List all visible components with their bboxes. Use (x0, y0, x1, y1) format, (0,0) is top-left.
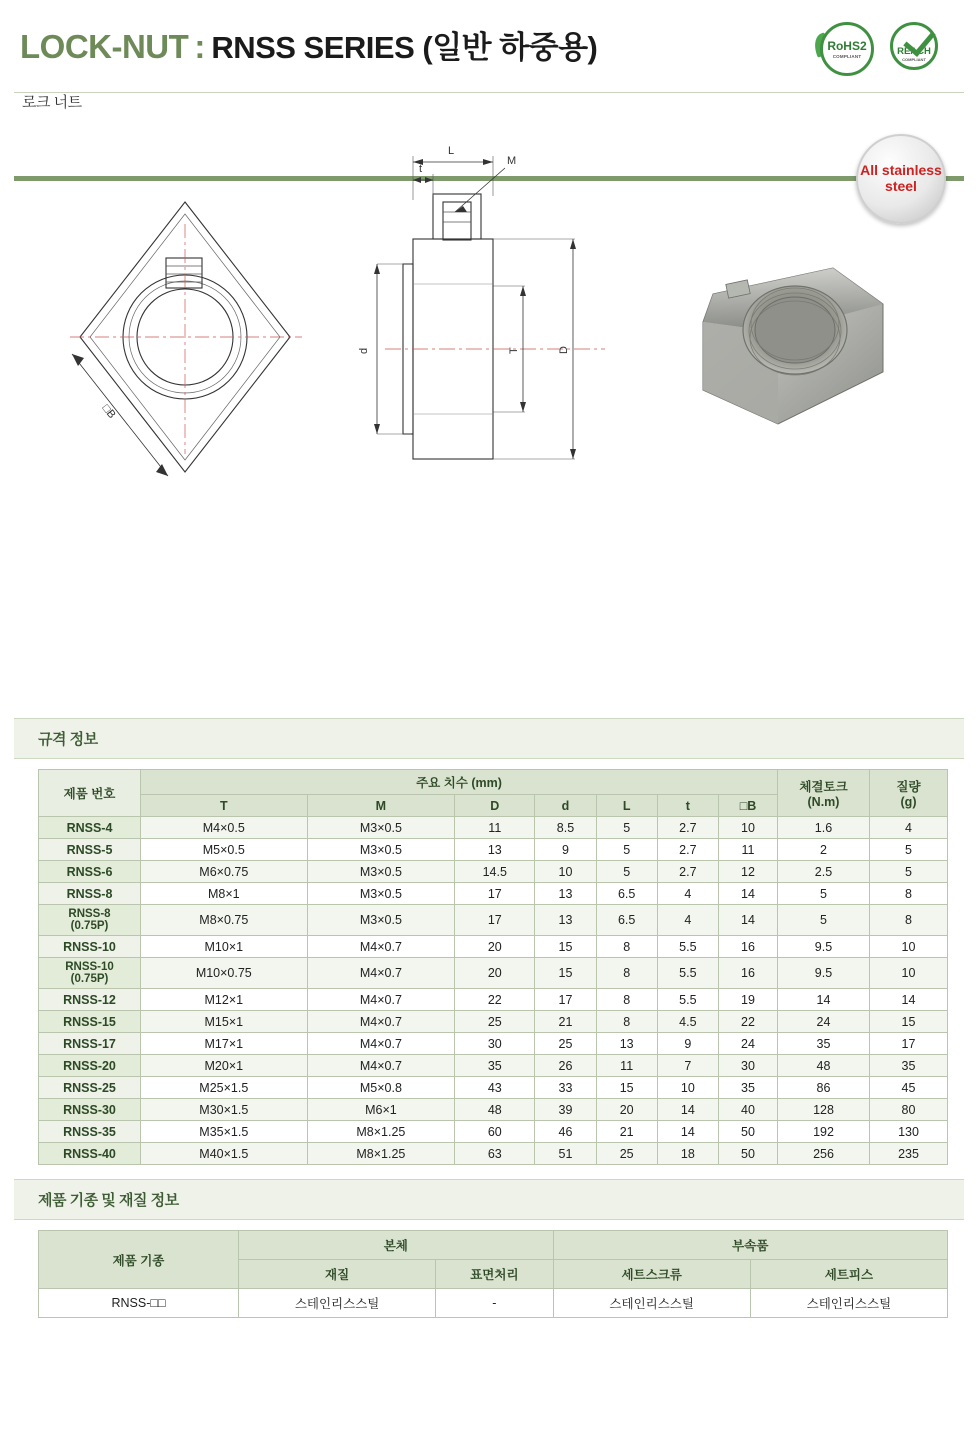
cell-L: 6.5 (596, 883, 657, 905)
cell-L: 15 (596, 1077, 657, 1099)
cell-B: 14 (718, 883, 777, 905)
cell-t: 9 (657, 1033, 718, 1055)
table-row (39, 883, 948, 905)
cell-mass: 8 (870, 883, 948, 905)
cell-M: M4×0.7 (307, 1033, 455, 1055)
material-table (38, 1230, 948, 1318)
cell-t: 5.5 (657, 936, 718, 958)
cell-M: M4×0.7 (307, 936, 455, 958)
cell-B: 19 (718, 989, 777, 1011)
cell-M: M3×0.5 (307, 839, 455, 861)
cell-D: 20 (455, 936, 535, 958)
header-col-d: d (535, 795, 596, 817)
cell-L: 13 (596, 1033, 657, 1055)
cell-mass: 15 (870, 1011, 948, 1033)
cell-L: 5 (596, 817, 657, 839)
cell-T: M30×1.5 (141, 1099, 308, 1121)
cell-t: 5.5 (657, 989, 718, 1011)
cell-D: 20 (455, 958, 535, 989)
figure-front-view (40, 162, 330, 582)
header-col-L: L (596, 795, 657, 817)
label-T: T (508, 347, 520, 354)
cell-t: 4.5 (657, 1011, 718, 1033)
label-t: t (419, 163, 423, 175)
cell-D: 13 (455, 839, 535, 861)
cell-D: 30 (455, 1033, 535, 1055)
cell-mass: 80 (870, 1099, 948, 1121)
cell-mass: 14 (870, 989, 948, 1011)
header-model: 제품 기종 (39, 1231, 239, 1289)
cell-T: M5×0.5 (141, 839, 308, 861)
cell-d: 17 (535, 989, 596, 1011)
header-torque-l1: 체결토크 (799, 780, 848, 794)
cell-D: 17 (455, 883, 535, 905)
cell-mass: 235 (870, 1143, 948, 1165)
cell-B: 11 (718, 839, 777, 861)
cell-T: M25×1.5 (141, 1077, 308, 1099)
cell-L: 20 (596, 1099, 657, 1121)
cell-torque: 48 (778, 1055, 870, 1077)
cell-T: M6×0.75 (141, 861, 308, 883)
spec-table (38, 769, 948, 1165)
title-main: LOCK-NUT (20, 28, 189, 65)
material-heading-band (14, 1179, 964, 1220)
header-group-parts: 부속품 (553, 1231, 947, 1260)
header-col-M: M (307, 795, 455, 817)
cell-D: 35 (455, 1055, 535, 1077)
header-torque-l2: (N.m) (807, 795, 840, 809)
reach-label: REACH (897, 45, 931, 57)
cell-torque: 2 (778, 839, 870, 861)
header-col-B: □B (718, 795, 777, 817)
cell-torque: 9.5 (778, 936, 870, 958)
cell-t: 10 (657, 1077, 718, 1099)
label-d-small: d (358, 347, 370, 354)
cell-B: 14 (718, 905, 777, 936)
cell-t: 2.7 (657, 817, 718, 839)
cell-part-number: RNSS-40 (39, 1143, 141, 1165)
label-d-big: D (558, 346, 570, 354)
cell-B: 22 (718, 1011, 777, 1033)
header-main-dims: 주요 치수 (mm) (141, 770, 778, 795)
table-row (39, 958, 948, 989)
table-row (39, 817, 948, 839)
cell-mass: 130 (870, 1121, 948, 1143)
rohs-label (827, 40, 866, 52)
cell-part-number: RNSS-17 (39, 1033, 141, 1055)
cell-M: M3×0.5 (307, 883, 455, 905)
cell-part-number: RNSS-5 (39, 839, 141, 861)
cell-L: 8 (596, 958, 657, 989)
cell-t: 2.7 (657, 861, 718, 883)
header-mass-l1: 질량 (896, 780, 921, 794)
table-row (39, 1011, 948, 1033)
cell-B: 35 (718, 1077, 777, 1099)
cell-M: M5×0.8 (307, 1077, 455, 1099)
cell-setscrew: 스테인리스스틸 (553, 1289, 750, 1318)
cell-L: 5 (596, 839, 657, 861)
cell-M: M3×0.5 (307, 817, 455, 839)
header-col-t: t (657, 795, 718, 817)
cell-M: M4×0.7 (307, 1055, 455, 1077)
cell-mass: 4 (870, 817, 948, 839)
cell-M: M4×0.7 (307, 958, 455, 989)
rohs-suffix: 2 (859, 38, 867, 53)
reach-badge (890, 22, 952, 72)
cell-d: 25 (535, 1033, 596, 1055)
certification-badges (814, 22, 952, 72)
header-col-D: D (455, 795, 535, 817)
table-row (39, 1099, 948, 1121)
cell-L: 6.5 (596, 905, 657, 936)
cell-M: M3×0.5 (307, 861, 455, 883)
cell-d: 46 (535, 1121, 596, 1143)
spec-heading: 규격 정보 (38, 731, 98, 748)
cell-M: M3×0.5 (307, 905, 455, 936)
cell-material: 스테인리스스틸 (239, 1289, 436, 1318)
cell-B: 10 (718, 817, 777, 839)
label-m: M (507, 155, 517, 167)
cell-part-number: RNSS-10 (0.75P) (39, 958, 141, 989)
cell-t: 7 (657, 1055, 718, 1077)
header-part-number: 제품 번호 (39, 770, 141, 817)
product-photo (683, 252, 898, 452)
cell-t: 18 (657, 1143, 718, 1165)
header-material: 재질 (239, 1260, 436, 1289)
header-torque (778, 770, 870, 817)
cell-t: 4 (657, 883, 718, 905)
table-row (39, 1143, 948, 1165)
cell-L: 8 (596, 936, 657, 958)
cell-T: M40×1.5 (141, 1143, 308, 1165)
cell-part-number: RNSS-4 (39, 817, 141, 839)
cell-d: 13 (535, 905, 596, 936)
cell-L: 25 (596, 1143, 657, 1165)
cell-torque: 128 (778, 1099, 870, 1121)
cell-D: 60 (455, 1121, 535, 1143)
cell-D: 63 (455, 1143, 535, 1165)
cell-B: 16 (718, 936, 777, 958)
cell-T: M10×1 (141, 936, 308, 958)
cell-torque: 86 (778, 1077, 870, 1099)
title-colon: : (194, 28, 206, 65)
header-mass (870, 770, 948, 817)
cell-B: 50 (718, 1121, 777, 1143)
cell-T: M15×1 (141, 1011, 308, 1033)
cell-D: 25 (455, 1011, 535, 1033)
cell-mass: 10 (870, 958, 948, 989)
cell-M: M4×0.7 (307, 1011, 455, 1033)
cell-M: M4×0.7 (307, 989, 455, 1011)
spec-table-head (39, 770, 948, 817)
cell-part-number: RNSS-20 (39, 1055, 141, 1077)
material-table-body (39, 1289, 948, 1318)
cell-T: M8×0.75 (141, 905, 308, 936)
cell-mass: 35 (870, 1055, 948, 1077)
cell-d: 21 (535, 1011, 596, 1033)
cell-B: 16 (718, 958, 777, 989)
cell-mass: 10 (870, 936, 948, 958)
table-row (39, 1033, 948, 1055)
material-table-head (39, 1231, 948, 1289)
table-row (39, 989, 948, 1011)
cell-part-number: RNSS-15 (39, 1011, 141, 1033)
cell-setpiece: 스테인리스스틸 (750, 1289, 947, 1318)
cell-B: 50 (718, 1143, 777, 1165)
cell-mass: 5 (870, 861, 948, 883)
cell-T: M4×0.5 (141, 817, 308, 839)
cell-t: 4 (657, 905, 718, 936)
cell-mass: 17 (870, 1033, 948, 1055)
header-setpiece: 세트피스 (750, 1260, 947, 1289)
cell-t: 5.5 (657, 958, 718, 989)
cell-M: M8×1.25 (307, 1143, 455, 1165)
cell-L: 5 (596, 861, 657, 883)
cell-D: 43 (455, 1077, 535, 1099)
cell-d: 51 (535, 1143, 596, 1165)
cell-torque: 5 (778, 883, 870, 905)
rohs-sublabel: COMPLIANT (832, 53, 862, 59)
cell-mass: 8 (870, 905, 948, 936)
cell-L: 21 (596, 1121, 657, 1143)
header-mass-l2: (g) (900, 795, 917, 809)
title-sub: RNSS SERIES (일반 하중용) (211, 30, 598, 65)
cell-D: 11 (455, 817, 535, 839)
cell-part-number: RNSS-25 (39, 1077, 141, 1099)
cell-d: 9 (535, 839, 596, 861)
cell-model: RNSS-□□ (39, 1289, 239, 1318)
cell-T: M12×1 (141, 989, 308, 1011)
cell-part-number: RNSS-12 (39, 989, 141, 1011)
cell-surface: - (436, 1289, 553, 1318)
cell-d: 39 (535, 1099, 596, 1121)
cell-mass: 45 (870, 1077, 948, 1099)
table-row (39, 1121, 948, 1143)
cell-part-number: RNSS-10 (39, 936, 141, 958)
cell-T: M10×0.75 (141, 958, 308, 989)
cell-d: 8.5 (535, 817, 596, 839)
reach-sublabel: COMPLIANT (902, 57, 926, 62)
cell-torque: 35 (778, 1033, 870, 1055)
page-subtitle: 로크 너트 (22, 94, 82, 111)
rohs-text: RoHS (827, 38, 860, 53)
cell-B: 24 (718, 1033, 777, 1055)
table-row (39, 936, 948, 958)
figure-section-view (355, 134, 635, 604)
stamp-text: All stainless steel (860, 162, 942, 194)
material-heading: 제품 기종 및 재질 정보 (38, 1192, 179, 1210)
header-setscrew: 세트스크류 (553, 1260, 750, 1289)
cell-d: 15 (535, 936, 596, 958)
table-row (39, 839, 948, 861)
table-row (39, 905, 948, 936)
cell-L: 8 (596, 989, 657, 1011)
cell-mass: 5 (870, 839, 948, 861)
cell-D: 48 (455, 1099, 535, 1121)
cell-t: 2.7 (657, 839, 718, 861)
cell-D: 14.5 (455, 861, 535, 883)
cell-L: 11 (596, 1055, 657, 1077)
cell-B: 12 (718, 861, 777, 883)
cell-T: M35×1.5 (141, 1121, 308, 1143)
cell-torque: 2.5 (778, 861, 870, 883)
cell-torque: 9.5 (778, 958, 870, 989)
page-header (0, 0, 978, 111)
cell-torque: 5 (778, 905, 870, 936)
cell-T: M8×1 (141, 883, 308, 905)
cell-torque: 1.6 (778, 817, 870, 839)
drawing-area (0, 102, 978, 622)
label-b: □B (99, 402, 118, 421)
cell-torque: 24 (778, 1011, 870, 1033)
cell-d: 15 (535, 958, 596, 989)
cell-t: 14 (657, 1099, 718, 1121)
cell-B: 40 (718, 1099, 777, 1121)
cell-part-number: RNSS-8 (39, 883, 141, 905)
table-row (39, 1077, 948, 1099)
spec-heading-band (14, 718, 964, 759)
spec-table-body (39, 817, 948, 1165)
rohs-badge (814, 22, 876, 72)
cell-d: 10 (535, 861, 596, 883)
cell-d: 13 (535, 883, 596, 905)
cell-part-number: RNSS-6 (39, 861, 141, 883)
header-col-T: T (141, 795, 308, 817)
header-divider (14, 92, 964, 93)
table-row (39, 1289, 948, 1318)
cell-part-number: RNSS-8 (0.75P) (39, 905, 141, 936)
cell-torque: 256 (778, 1143, 870, 1165)
material-header-row-1 (39, 1231, 948, 1260)
cell-torque: 14 (778, 989, 870, 1011)
spec-section (14, 718, 964, 1318)
cell-d: 33 (535, 1077, 596, 1099)
cell-M: M6×1 (307, 1099, 455, 1121)
table-row (39, 1055, 948, 1077)
spec-header-row-1 (39, 770, 948, 795)
cell-M: M8×1.25 (307, 1121, 455, 1143)
cell-part-number: RNSS-35 (39, 1121, 141, 1143)
header-surface: 표면처리 (436, 1260, 553, 1289)
table-row (39, 861, 948, 883)
cell-L: 8 (596, 1011, 657, 1033)
cell-B: 30 (718, 1055, 777, 1077)
cell-t: 14 (657, 1121, 718, 1143)
header-group-body: 본체 (239, 1231, 554, 1260)
cell-T: M20×1 (141, 1055, 308, 1077)
cell-D: 22 (455, 989, 535, 1011)
all-stainless-steel-stamp (856, 134, 946, 224)
label-l: L (448, 145, 455, 157)
cell-T: M17×1 (141, 1033, 308, 1055)
cell-torque: 192 (778, 1121, 870, 1143)
cell-D: 17 (455, 905, 535, 936)
cell-part-number: RNSS-30 (39, 1099, 141, 1121)
cell-d: 26 (535, 1055, 596, 1077)
